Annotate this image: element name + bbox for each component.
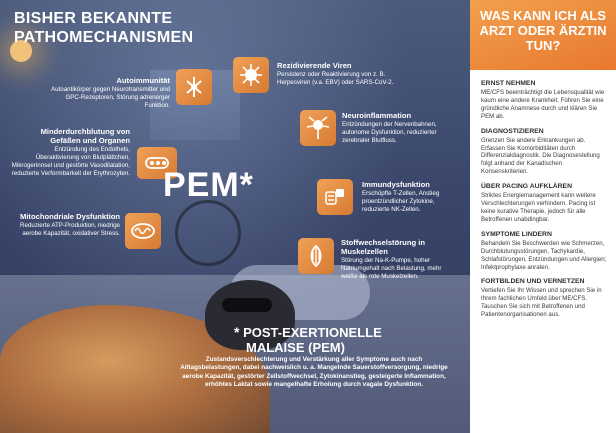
virus-icon [233,57,269,93]
section-fortbilden [481,278,609,319]
mitochondria-title: Mitochondriale Dysfunktion [20,212,120,221]
section-title: FORTBILDEN UND VERNETZEN [481,278,585,286]
blood-flow-text: Entzündung des Endothels, Überaktivierung von Blutplättchen, Mikrogerinnsel und gestörte Vasodilatation, reduzierte Verformbarkeit der Erythrozyten. [11,146,130,177]
pem-heading-line-1: POST-EXERTIONELLE [243,325,382,340]
pem-heading-line-2: MALAISE (PEM) [246,340,345,355]
doctor-actions-list [481,80,609,326]
autoimmunity-icon [176,69,212,105]
doctor-actions-header [470,0,616,70]
autoimmunity-title: Autoimmunität [116,76,170,85]
section-title: SYMPTOME LINDERN [481,230,552,238]
pem-description: Zustandsverschlechterung und Verstärkung aller Symptome auch nach Alltagsbelastungen, dabei nachweislich u. a. Mangelnde Sauerstoffversorgung, niedrige aerobe Kapazität, gestörter Zellstoffwechsel, Zytokinanstieg, gesteigerte Inflammation, erhöhtes Laktat sowie mangelhafte Erholung durch vagale Dysfunktion. [180,356,448,389]
pem-big-label: PEM* [163,166,254,204]
wheelchair-wheel [175,200,241,266]
doctor-actions-panel [470,0,616,433]
mitochondria-block [20,212,120,238]
section-text: Vertiefen Sie Ihr Wissen und sprechen Sie in Ihrem fachlichen Umfeld über ME/CFS. Tauschen Sie sich mit Betroffenen und Patientenorganisationen aus. [481,287,602,319]
neuroinflammation-title: Neuroinflammation [342,111,412,120]
viruses-title: Rezidivierende Viren [277,61,352,70]
immune-dysfunction-title: Immundysfunktion [362,180,430,189]
section-text: Behandeln Sie Beschwerden wie Schmerzen, Durchblutungsstörungen, Tachykardie, Schlafstörungen, Entzündungen und Allergien; Infektprophylaxe anraten. [481,239,607,271]
pem-heading [234,325,382,355]
doctor-actions-heading: WAS KANN ICH ALS ARZT ODER ÄRZTIN TUN? [479,8,607,53]
neuron-icon [300,110,336,146]
blood-flow-block [10,127,130,178]
section-text: Grenzen Sie andere Erkrankungen ab. Erfassen Sie Komorbiditäten durch Differenzialdiagnostik. Die Diagnosestellung folgt anhand der Kanadischen Konsenskriterien. [481,136,600,176]
section-pacing [481,183,609,224]
blood-flow-title: Minderdurchblutung von Gefäßen und Organen [40,127,130,145]
mitochondria-text: Reduzierte ATP-Produktion, niedrige aerobe Kapazität, oxidativer Stress. [20,222,120,237]
sleep-mask [222,298,272,312]
autoimmunity-text: Autoantikörper gegen Neurotransmitter und GPC-Rezeptoren, Störung adrenerger Funktion. [50,86,170,109]
section-text: ME/CFS beeinträchtigt die Lebensqualität wie kaum eine andere Krankheit. Führen Sie eine gründliche Anamnese durch und klären Sie PEM ab. [481,89,605,120]
pathomechanisms-title [14,9,193,47]
section-text: Striktes Energiemanagement kann weitere Verschlechterungen verhindern. Pacing ist keine kurative Therapie, jedoch für alle Betroffenen unabdingbar. [481,192,596,223]
viruses-text: Persistenz oder Reaktivierung von z. B. Herpesviren (v.a. EBV) oder SARS-CoV-2. [277,71,394,86]
immune-cell-icon [317,179,353,215]
immune-dysfunction-text: Erschöpfte T-Zellen, Anstieg proentzündlicher Zytokine, reduzierte NK-Zellen. [362,190,440,213]
immune-dysfunction-block [362,180,462,214]
section-title: ÜBER PACING AUFKLÄREN [481,183,573,191]
metabolic-text: Störung der Na-K-Pumpe, hoher Natriumgehalt nach Belastung, mehr weiße als rote Muskelzellen. [341,257,442,280]
neuroinflammation-text: Entzündungen der Nervenbahnen, autonome Dysfunktion, reduzierter zerebraler Blutfluss. [342,121,437,144]
metabolic-block [341,238,459,281]
title-line-2: PATHOMECHANISMEN [14,29,194,46]
neuroinflammation-block [342,111,452,145]
muscle-icon [298,238,334,274]
mitochondria-icon [125,213,161,249]
section-title: DIAGNOSTIZIEREN [481,127,544,135]
section-symptome [481,231,609,272]
section-diagnostizieren [481,128,609,177]
autoimmunity-block [42,76,170,110]
title-line-1: BISHER BEKANNTE [14,10,173,27]
section-title: ERNST NEHMEN [481,80,536,87]
metabolic-title: Stoffwechselstörung in Muskelzellen [341,238,425,256]
pem-star: * [234,324,240,340]
section-ernst-nehmen [481,80,609,121]
viruses-block [277,61,417,87]
